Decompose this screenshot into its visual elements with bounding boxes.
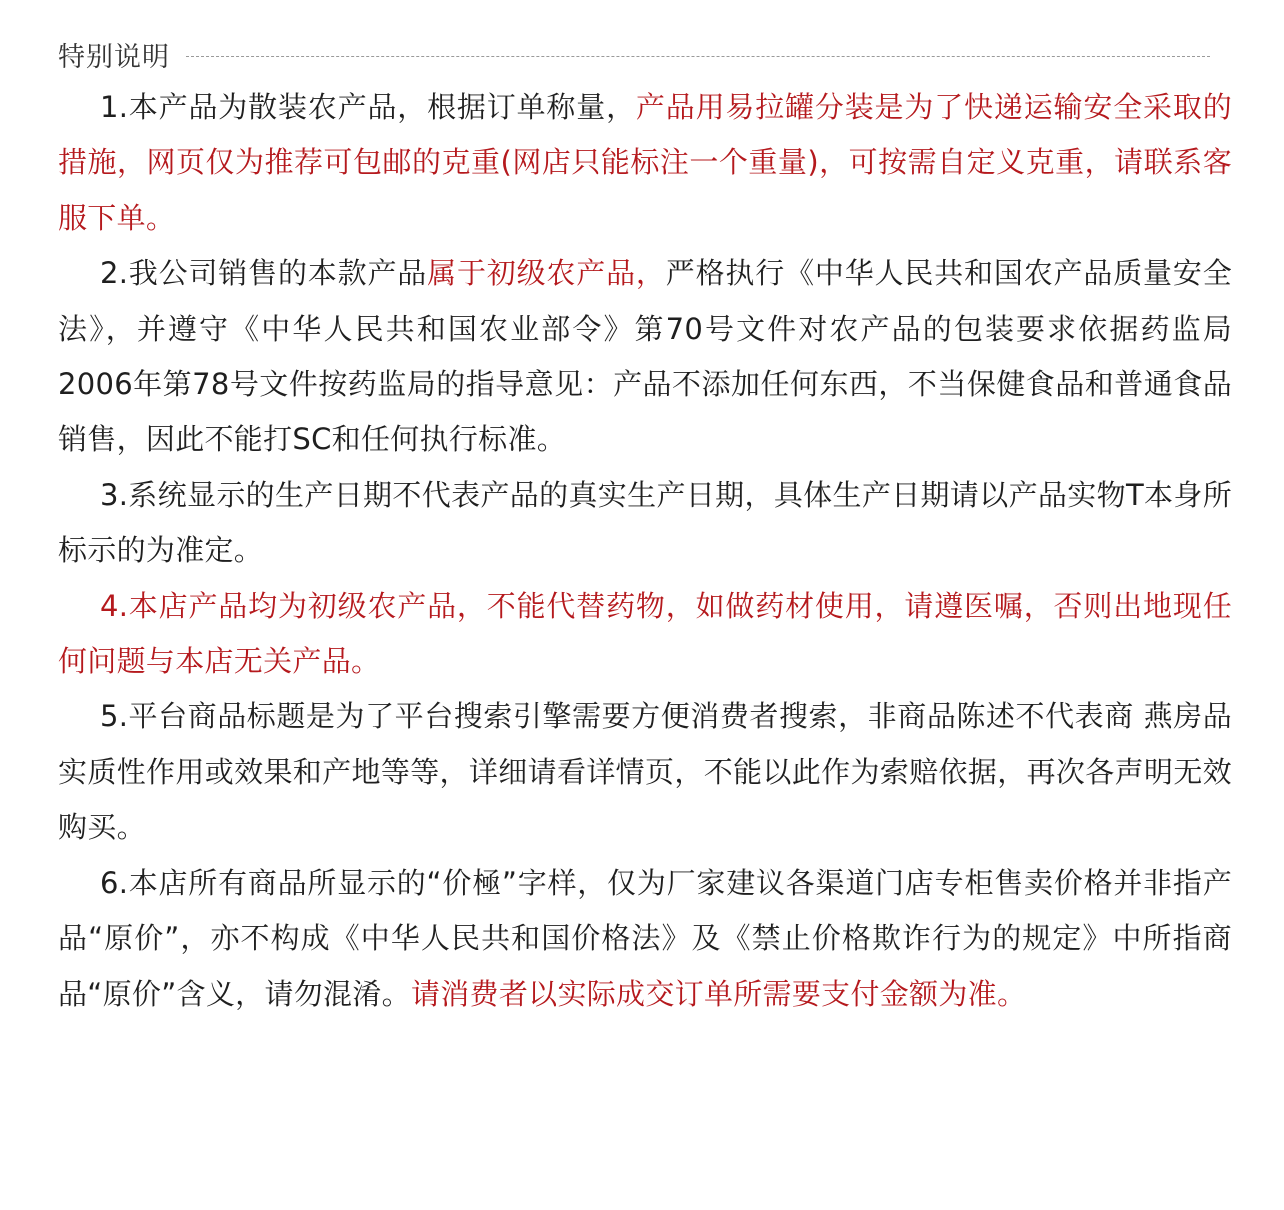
dashed-divider xyxy=(186,56,1210,57)
paragraph-3-text: 3.系统显示的生产日期不代表产品的真实生产日期，具体生产日期请以产品实物T本身所标示的为准定。 xyxy=(58,477,1232,568)
notice-body xyxy=(58,80,1232,1022)
paragraph-6-highlight: 请消费者以实际成交订单所需要支付金额为准。 xyxy=(410,976,1027,1011)
paragraph-4-highlight: 4.本店产品均为初级农产品，不能代替药物，如做药材使用，请遵医嘱，否则出地现任何问题与本店无关产品。 xyxy=(58,588,1232,679)
notice-title: 特别说明 xyxy=(58,41,170,73)
notice-paragraph-1 xyxy=(58,80,1232,246)
notice-header xyxy=(58,34,1210,74)
notice-paragraph-6 xyxy=(58,856,1232,1022)
paragraph-2-highlight: 属于初级农产品， xyxy=(427,256,666,291)
notice-paragraph-5 xyxy=(58,689,1232,855)
paragraph-5-text: 5.平台商品标题是为了平台搜索引擎需要方便消费者搜索，非商品陈述不代表商 燕房品实质性作用或效果和产地等等，详细请看详情页，不能以此作为索赔依据，再次各声明无效购买。 xyxy=(58,699,1232,845)
paragraph-1-text: 1.本产品为散装农产品，根据订单称量， xyxy=(100,90,636,124)
paragraph-6-text: 6.本店所有商品所显示的“价極”字样，仅为厂家建议各渠道门店专柜售卖价格并非指产品“原价”，亦不构成《中华人民共和国价格法》及《禁止价格欺诈行为的规定》中所指商品“原价”含义，请勿混淆。 xyxy=(58,865,1232,1011)
notice-paragraph-2 xyxy=(58,246,1232,468)
paragraph-2-text-end: 严格执行《中华人民共和国农产品质量安全法》，并遵守《中华人民共和国农业部令》第70号文件对农产品的包装要求依据药监局2006年第78号文件按药监局的指导意见：产品不添加任何东西，不当保健食品和普通食品销售，因此不能打SC和任何执行标准。 xyxy=(58,256,1232,457)
paragraph-2-text-start: 2.我公司销售的本款产品 xyxy=(100,256,428,291)
paragraph-1-highlight: 产品用易拉罐分装是为了快递运输安全采取的措施，网页仅为推荐可包邮的克重(网店只能标注一个重量)，可按需自定义克重，请联系客服下单。 xyxy=(58,90,1232,235)
notice-paragraph-4 xyxy=(58,579,1232,690)
notice-paragraph-3 xyxy=(58,468,1232,579)
